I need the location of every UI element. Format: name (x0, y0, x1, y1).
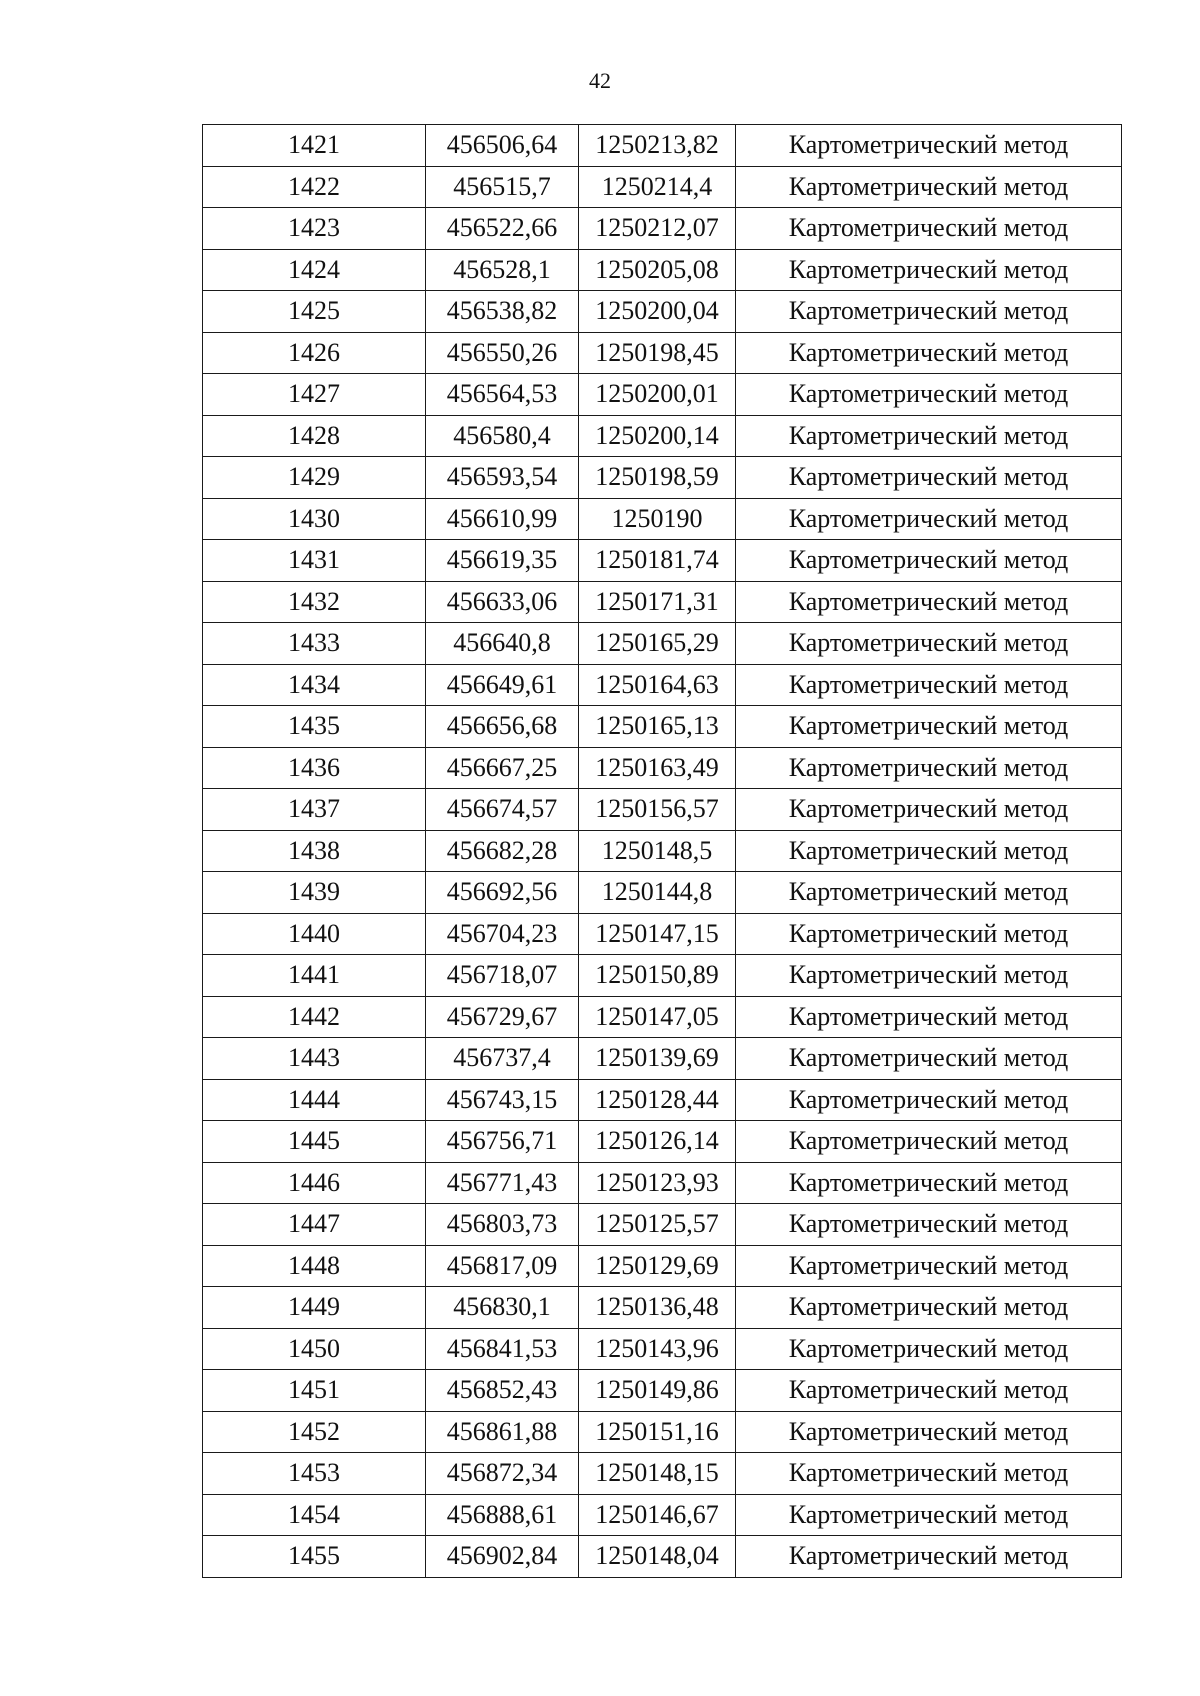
table-row (203, 1370, 1122, 1412)
y-coordinate-cell: 1250212,07 (579, 208, 736, 250)
x-coordinate-cell: 456640,8 (426, 623, 579, 665)
method-cell: Картометрический метод (736, 291, 1122, 333)
method-cell: Картометрический метод (736, 1287, 1122, 1329)
x-coordinate-cell: 456743,15 (426, 1079, 579, 1121)
x-coordinate-cell: 456674,57 (426, 789, 579, 831)
table-row (203, 706, 1122, 748)
method-cell: Картометрический метод (736, 1370, 1122, 1412)
method-cell: Картометрический метод (736, 208, 1122, 250)
x-coordinate-cell: 456538,82 (426, 291, 579, 333)
y-coordinate-cell: 1250139,69 (579, 1038, 736, 1080)
x-coordinate-cell: 456771,43 (426, 1162, 579, 1204)
x-coordinate-cell: 456515,7 (426, 166, 579, 208)
method-cell: Картометрический метод (736, 1328, 1122, 1370)
point-number-cell: 1435 (203, 706, 426, 748)
table-row (203, 1121, 1122, 1163)
point-number-cell: 1439 (203, 872, 426, 914)
x-coordinate-cell: 456682,28 (426, 830, 579, 872)
y-coordinate-cell: 1250198,59 (579, 457, 736, 499)
method-cell: Картометрический метод (736, 1411, 1122, 1453)
table-row (203, 1245, 1122, 1287)
table-row (203, 1494, 1122, 1536)
x-coordinate-cell: 456841,53 (426, 1328, 579, 1370)
y-coordinate-cell: 1250151,16 (579, 1411, 736, 1453)
y-coordinate-cell: 1250205,08 (579, 249, 736, 291)
point-number-cell: 1454 (203, 1494, 426, 1536)
x-coordinate-cell: 456550,26 (426, 332, 579, 374)
method-cell: Картометрический метод (736, 540, 1122, 582)
table-row (203, 830, 1122, 872)
x-coordinate-cell: 456830,1 (426, 1287, 579, 1329)
method-cell: Картометрический метод (736, 913, 1122, 955)
table-row (203, 664, 1122, 706)
y-coordinate-cell: 1250200,01 (579, 374, 736, 416)
y-coordinate-cell: 1250136,48 (579, 1287, 736, 1329)
method-cell: Картометрический метод (736, 872, 1122, 914)
y-coordinate-cell: 1250148,04 (579, 1536, 736, 1578)
point-number-cell: 1453 (203, 1453, 426, 1495)
point-number-cell: 1423 (203, 208, 426, 250)
point-number-cell: 1430 (203, 498, 426, 540)
point-number-cell: 1433 (203, 623, 426, 665)
point-number-cell: 1425 (203, 291, 426, 333)
point-number-cell: 1421 (203, 125, 426, 167)
point-number-cell: 1449 (203, 1287, 426, 1329)
y-coordinate-cell: 1250214,4 (579, 166, 736, 208)
method-cell: Картометрический метод (736, 1453, 1122, 1495)
y-coordinate-cell: 1250149,86 (579, 1370, 736, 1412)
y-coordinate-cell: 1250165,13 (579, 706, 736, 748)
x-coordinate-cell: 456633,06 (426, 581, 579, 623)
point-number-cell: 1445 (203, 1121, 426, 1163)
method-cell: Картометрический метод (736, 374, 1122, 416)
table-row (203, 747, 1122, 789)
x-coordinate-cell: 456667,25 (426, 747, 579, 789)
table-row (203, 1287, 1122, 1329)
y-coordinate-cell: 1250123,93 (579, 1162, 736, 1204)
method-cell: Картометрический метод (736, 1494, 1122, 1536)
coordinates-table (202, 124, 1122, 1578)
method-cell: Картометрический метод (736, 166, 1122, 208)
table-row (203, 789, 1122, 831)
x-coordinate-cell: 456803,73 (426, 1204, 579, 1246)
y-coordinate-cell: 1250147,05 (579, 996, 736, 1038)
y-coordinate-cell: 1250213,82 (579, 125, 736, 167)
table-row (203, 332, 1122, 374)
table-row (203, 1162, 1122, 1204)
table-row (203, 166, 1122, 208)
table-row (203, 955, 1122, 997)
y-coordinate-cell: 1250200,04 (579, 291, 736, 333)
point-number-cell: 1431 (203, 540, 426, 582)
point-number-cell: 1427 (203, 374, 426, 416)
table-row (203, 457, 1122, 499)
y-coordinate-cell: 1250156,57 (579, 789, 736, 831)
table-row (203, 1328, 1122, 1370)
y-coordinate-cell: 1250181,74 (579, 540, 736, 582)
y-coordinate-cell: 1250126,14 (579, 1121, 736, 1163)
coordinates-table-body (203, 125, 1122, 1578)
x-coordinate-cell: 456593,54 (426, 457, 579, 499)
table-row (203, 1204, 1122, 1246)
method-cell: Картометрический метод (736, 1536, 1122, 1578)
table-row (203, 125, 1122, 167)
y-coordinate-cell: 1250148,15 (579, 1453, 736, 1495)
table-row (203, 1453, 1122, 1495)
x-coordinate-cell: 456729,67 (426, 996, 579, 1038)
point-number-cell: 1438 (203, 830, 426, 872)
table-row (203, 1411, 1122, 1453)
y-coordinate-cell: 1250147,15 (579, 913, 736, 955)
point-number-cell: 1443 (203, 1038, 426, 1080)
x-coordinate-cell: 456580,4 (426, 415, 579, 457)
y-coordinate-cell: 1250190 (579, 498, 736, 540)
point-number-cell: 1442 (203, 996, 426, 1038)
method-cell: Картометрический метод (736, 623, 1122, 665)
point-number-cell: 1447 (203, 1204, 426, 1246)
point-number-cell: 1444 (203, 1079, 426, 1121)
x-coordinate-cell: 456718,07 (426, 955, 579, 997)
method-cell: Картометрический метод (736, 1079, 1122, 1121)
y-coordinate-cell: 1250171,31 (579, 581, 736, 623)
point-number-cell: 1452 (203, 1411, 426, 1453)
table-row (203, 1536, 1122, 1578)
x-coordinate-cell: 456610,99 (426, 498, 579, 540)
point-number-cell: 1446 (203, 1162, 426, 1204)
x-coordinate-cell: 456888,61 (426, 1494, 579, 1536)
method-cell: Картометрический метод (736, 664, 1122, 706)
x-coordinate-cell: 456564,53 (426, 374, 579, 416)
x-coordinate-cell: 456704,23 (426, 913, 579, 955)
method-cell: Картометрический метод (736, 706, 1122, 748)
method-cell: Картометрический метод (736, 332, 1122, 374)
table-row (203, 581, 1122, 623)
point-number-cell: 1448 (203, 1245, 426, 1287)
table-row (203, 249, 1122, 291)
table-row (203, 415, 1122, 457)
y-coordinate-cell: 1250129,69 (579, 1245, 736, 1287)
table-row (203, 996, 1122, 1038)
point-number-cell: 1429 (203, 457, 426, 499)
method-cell: Картометрический метод (736, 249, 1122, 291)
method-cell: Картометрический метод (736, 581, 1122, 623)
y-coordinate-cell: 1250143,96 (579, 1328, 736, 1370)
method-cell: Картометрический метод (736, 415, 1122, 457)
y-coordinate-cell: 1250146,67 (579, 1494, 736, 1536)
y-coordinate-cell: 1250144,8 (579, 872, 736, 914)
y-coordinate-cell: 1250164,63 (579, 664, 736, 706)
method-cell: Картометрический метод (736, 1121, 1122, 1163)
x-coordinate-cell: 456649,61 (426, 664, 579, 706)
point-number-cell: 1440 (203, 913, 426, 955)
y-coordinate-cell: 1250150,89 (579, 955, 736, 997)
method-cell: Картометрический метод (736, 996, 1122, 1038)
x-coordinate-cell: 456737,4 (426, 1038, 579, 1080)
table-row (203, 1079, 1122, 1121)
table-row (203, 872, 1122, 914)
x-coordinate-cell: 456528,1 (426, 249, 579, 291)
point-number-cell: 1437 (203, 789, 426, 831)
method-cell: Картометрический метод (736, 747, 1122, 789)
y-coordinate-cell: 1250128,44 (579, 1079, 736, 1121)
x-coordinate-cell: 456506,64 (426, 125, 579, 167)
point-number-cell: 1428 (203, 415, 426, 457)
point-number-cell: 1422 (203, 166, 426, 208)
method-cell: Картометрический метод (736, 125, 1122, 167)
x-coordinate-cell: 456756,71 (426, 1121, 579, 1163)
x-coordinate-cell: 456902,84 (426, 1536, 579, 1578)
point-number-cell: 1426 (203, 332, 426, 374)
table-row (203, 498, 1122, 540)
y-coordinate-cell: 1250198,45 (579, 332, 736, 374)
y-coordinate-cell: 1250165,29 (579, 623, 736, 665)
method-cell: Картометрический метод (736, 1162, 1122, 1204)
point-number-cell: 1432 (203, 581, 426, 623)
x-coordinate-cell: 456656,68 (426, 706, 579, 748)
table-row (203, 540, 1122, 582)
method-cell: Картометрический метод (736, 1204, 1122, 1246)
method-cell: Картометрический метод (736, 789, 1122, 831)
x-coordinate-cell: 456619,35 (426, 540, 579, 582)
method-cell: Картометрический метод (736, 1038, 1122, 1080)
point-number-cell: 1441 (203, 955, 426, 997)
y-coordinate-cell: 1250163,49 (579, 747, 736, 789)
point-number-cell: 1450 (203, 1328, 426, 1370)
method-cell: Картометрический метод (736, 1245, 1122, 1287)
x-coordinate-cell: 456692,56 (426, 872, 579, 914)
table-row (203, 374, 1122, 416)
x-coordinate-cell: 456872,34 (426, 1453, 579, 1495)
table-row (203, 291, 1122, 333)
x-coordinate-cell: 456817,09 (426, 1245, 579, 1287)
point-number-cell: 1451 (203, 1370, 426, 1412)
y-coordinate-cell: 1250125,57 (579, 1204, 736, 1246)
x-coordinate-cell: 456861,88 (426, 1411, 579, 1453)
page-number: 42 (589, 68, 611, 93)
point-number-cell: 1455 (203, 1536, 426, 1578)
method-cell: Картометрический метод (736, 498, 1122, 540)
table-row (203, 913, 1122, 955)
method-cell: Картометрический метод (736, 955, 1122, 997)
point-number-cell: 1436 (203, 747, 426, 789)
method-cell: Картометрический метод (736, 457, 1122, 499)
table-row (203, 623, 1122, 665)
method-cell: Картометрический метод (736, 830, 1122, 872)
y-coordinate-cell: 1250200,14 (579, 415, 736, 457)
table-row (203, 1038, 1122, 1080)
y-coordinate-cell: 1250148,5 (579, 830, 736, 872)
x-coordinate-cell: 456522,66 (426, 208, 579, 250)
x-coordinate-cell: 456852,43 (426, 1370, 579, 1412)
table-row (203, 208, 1122, 250)
point-number-cell: 1424 (203, 249, 426, 291)
point-number-cell: 1434 (203, 664, 426, 706)
